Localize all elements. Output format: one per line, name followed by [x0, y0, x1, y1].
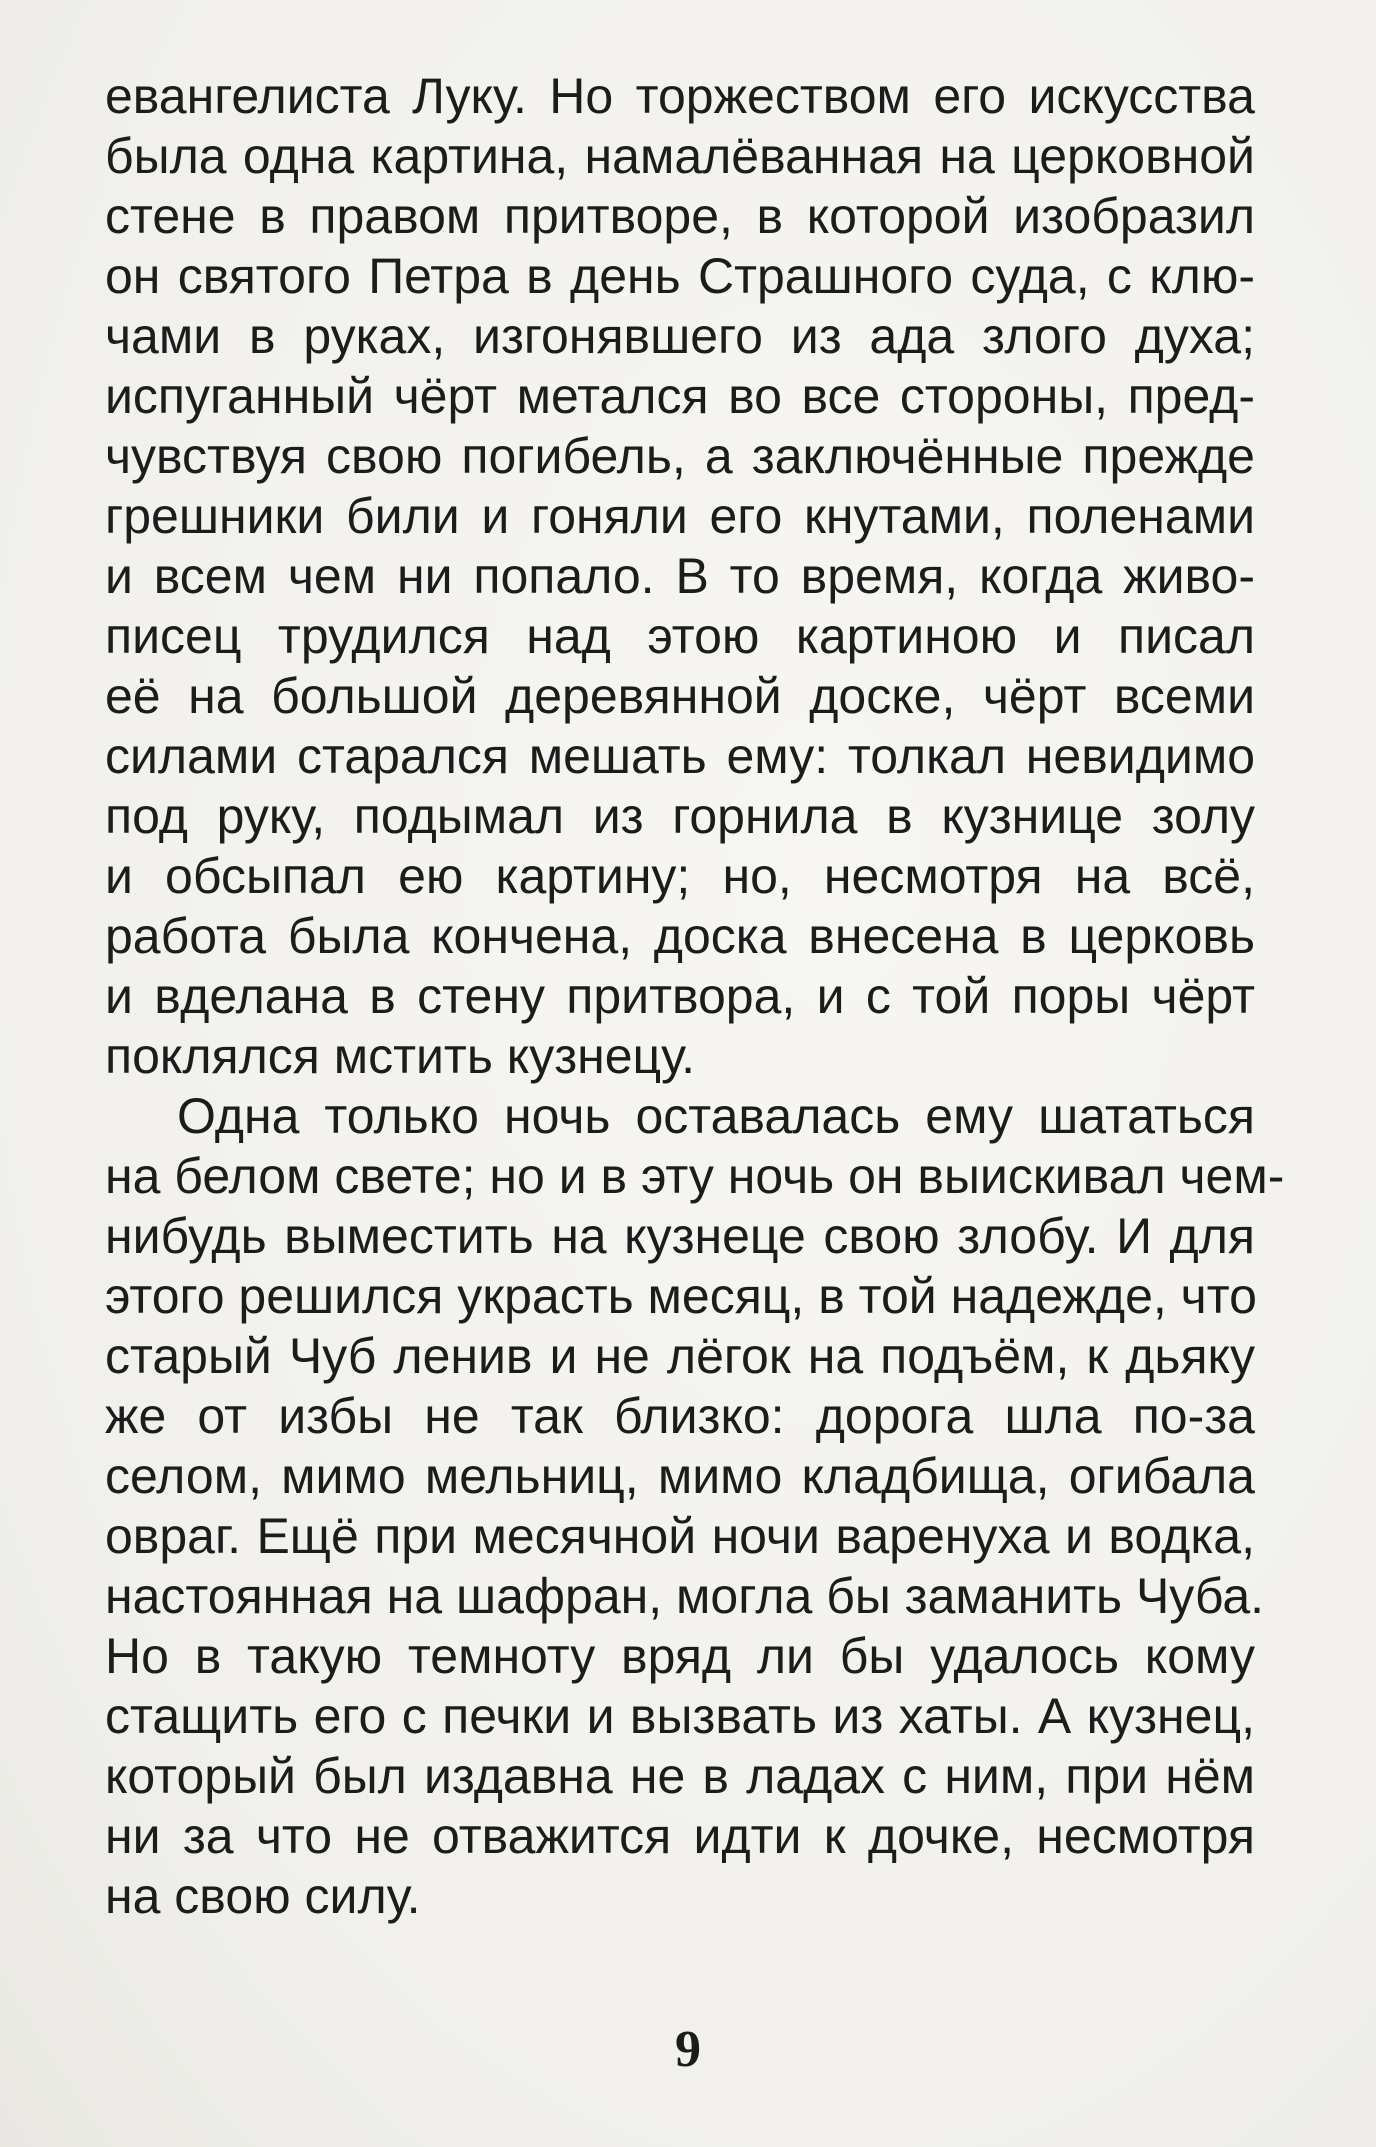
- text-line: и обсыпал ею картину; но, несмотря на всё,: [105, 848, 1255, 904]
- text-line: который был издавна не в ладах с ним, при нём: [105, 1748, 1255, 1804]
- text-line: стащить его с печки и вызвать из хаты. А кузнец,: [105, 1688, 1255, 1744]
- text-line: силами старался мешать ему: толкал невидимо: [105, 728, 1255, 784]
- text-line: настоянная на шафран, могла бы заманить Чуба.: [105, 1568, 1265, 1624]
- text-line: он святого Петра в день Страшного суда, с клю-: [105, 248, 1255, 304]
- text-line: работа была кончена, доска внесена в церковь: [105, 908, 1255, 964]
- text-line: её на большой деревянной доске, чёрт всеми: [105, 668, 1255, 724]
- text-line: евангелиста Луку. Но торжеством его искусства: [105, 68, 1255, 124]
- text-line: овраг. Ещё при месячной ночи варенуха и водка,: [105, 1508, 1255, 1564]
- text-line: ни за что не отважится идти к дочке, несмотря: [105, 1808, 1255, 1864]
- text-line: на свою силу.: [105, 1868, 421, 1924]
- text-line: испуганный чёрт метался во все стороны, пред-: [105, 368, 1255, 424]
- text-line: на белом свете; но и в эту ночь он выискивал чем-: [105, 1148, 1285, 1204]
- text-line: и всем чем ни попало. В то время, когда живо-: [105, 548, 1255, 604]
- text-line: Но в такую темноту вряд ли бы удалось кому: [105, 1628, 1255, 1684]
- text-line: чувствуя свою погибель, а заключённые прежде: [105, 428, 1255, 484]
- text-line: поклялся мстить кузнецу.: [105, 1028, 696, 1084]
- paragraph-start-line: Одна только ночь оставалась ему шататься: [177, 1088, 1255, 1144]
- page-number: 9: [675, 2021, 701, 2078]
- text-line: стене в правом притворе, в которой изобразил: [105, 188, 1255, 244]
- text-line: грешники били и гоняли его кнутами, поленами: [105, 488, 1255, 544]
- text-line: этого решился украсть месяц, в той надежде, что: [105, 1268, 1257, 1324]
- text-line: и вделана в стену притвора, и с той поры чёрт: [105, 968, 1255, 1024]
- text-line: нибудь выместить на кузнеце свою злобу. И для: [105, 1208, 1255, 1264]
- text-line: же от избы не так близко: дорога шла по-за: [105, 1388, 1255, 1444]
- page-text: [105, 66, 1285, 1926]
- text-line: под руку, подымал из горнила в кузнице золу: [105, 788, 1255, 844]
- text-line: была одна картина, намалёванная на церковной: [105, 128, 1255, 184]
- text-line: чами в руках, изгонявшего из ада злого духа;: [105, 308, 1255, 364]
- text-line: старый Чуб ленив и не лёгок на подъём, к дьяку: [105, 1328, 1255, 1384]
- text-line: селом, мимо мельниц, мимо кладбища, огибала: [105, 1448, 1255, 1504]
- text-line: писец трудился над этою картиною и писал: [105, 608, 1255, 664]
